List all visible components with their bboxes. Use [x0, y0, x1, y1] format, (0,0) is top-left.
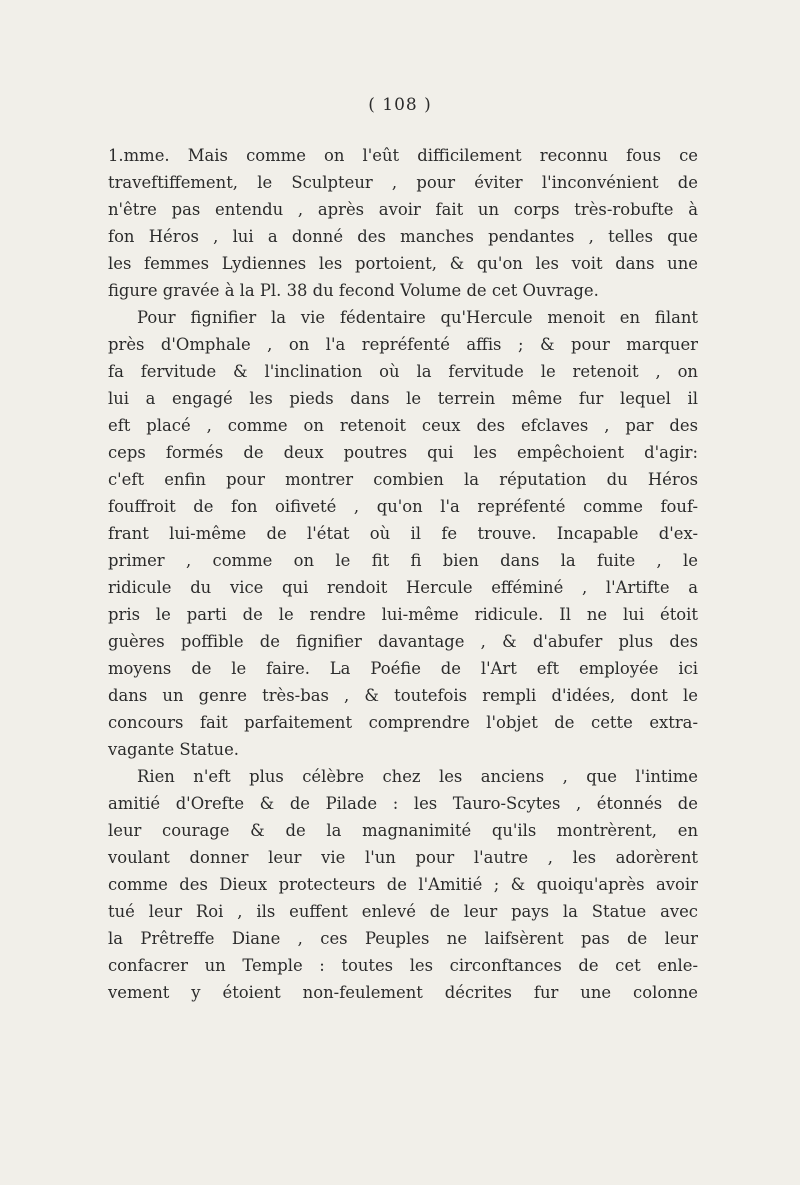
text-line: primer , comme on le fit fi bien dans la fuite , le [108, 551, 698, 570]
text-line: confacrer un Temple : toutes les circonftances de cet enle- [108, 956, 698, 975]
body-text [108, 142, 698, 1006]
text-line: comme des Dieux protecteurs de l'Amitié ; & quoiqu'après avoir [108, 875, 698, 894]
text-line: près d'Omphale , on l'a repréfenté affis ; & pour marquer [108, 335, 698, 354]
text-line: vement y étoient non-feulement décrites fur une colonne [108, 983, 698, 1002]
text-line: la Prêtreffe Diane , ces Peuples ne laifsèrent pas de leur [108, 929, 698, 948]
text-line: les femmes Lydiennes les portoient, & qu'on les voit dans une [108, 254, 698, 273]
text-line: moyens de le faire. La Poéfie de l'Art eft employée ici [108, 659, 698, 678]
text-line: tué leur Roi , ils euffent enlevé de leur pays la Statue avec [108, 902, 698, 921]
text-line: 1.mme. Mais comme on l'eût difficilement reconnu fous ce [108, 146, 698, 165]
text-line: vagante Statue. [108, 740, 239, 759]
text-line: fouffroit de fon oifiveté , qu'on l'a repréfenté comme fouf- [108, 497, 698, 516]
text-line: lui a engagé les pieds dans le terrein même fur lequel il [108, 389, 698, 408]
text-line: ceps formés de deux poutres qui les empêchoient d'agir: [108, 443, 698, 462]
text-line: leur courage & de la magnanimité qu'ils montrèrent, en [108, 821, 698, 840]
text-line: fa fervitude & l'inclination où la fervitude le retenoit , on [108, 362, 698, 381]
text-line: figure gravée à la Pl. 38 du fecond Volume de cet Ouvrage. [108, 281, 599, 300]
text-line: dans un genre très-bas , & toutefois rempli d'idées, dont le [108, 686, 698, 705]
text-line: pris le parti de le rendre lui-même ridicule. Il ne lui étoit [108, 605, 698, 624]
text-line: fon Héros , lui a donné des manches pendantes , telles que [108, 227, 698, 246]
text-line: Pour fignifier la vie fédentaire qu'Hercule menoit en filant [137, 308, 698, 327]
text-line: amitié d'Orefte & de Pilade : les Tauro-Scytes , étonnés de [108, 794, 698, 813]
text-line: concours fait parfaitement comprendre l'objet de cette extra- [108, 713, 698, 732]
text-line: n'être pas entendu , après avoir fait un corps très-robufte à [108, 200, 698, 219]
text-line: c'eft enfin pour montrer combien la réputation du Héros [108, 470, 698, 489]
text-line: ridicule du vice qui rendoit Hercule efféminé , l'Artifte a [108, 578, 698, 597]
text-line: traveftiffement, le Sculpteur , pour éviter l'inconvénient de [108, 173, 698, 192]
text-line: Rien n'eft plus célèbre chez les anciens , que l'intime [137, 767, 698, 786]
text-line: voulant donner leur vie l'un pour l'autre , les adorèrent [108, 848, 698, 867]
page-number: ( 108 ) [368, 95, 432, 115]
text-line: eft placé , comme on retenoit ceux des efclaves , par des [108, 416, 698, 435]
text-line: guères poffible de fignifier davantage , & d'abufer plus des [108, 632, 698, 651]
text-line: frant lui-même de l'état où il fe trouve. Incapable d'ex- [108, 524, 698, 543]
